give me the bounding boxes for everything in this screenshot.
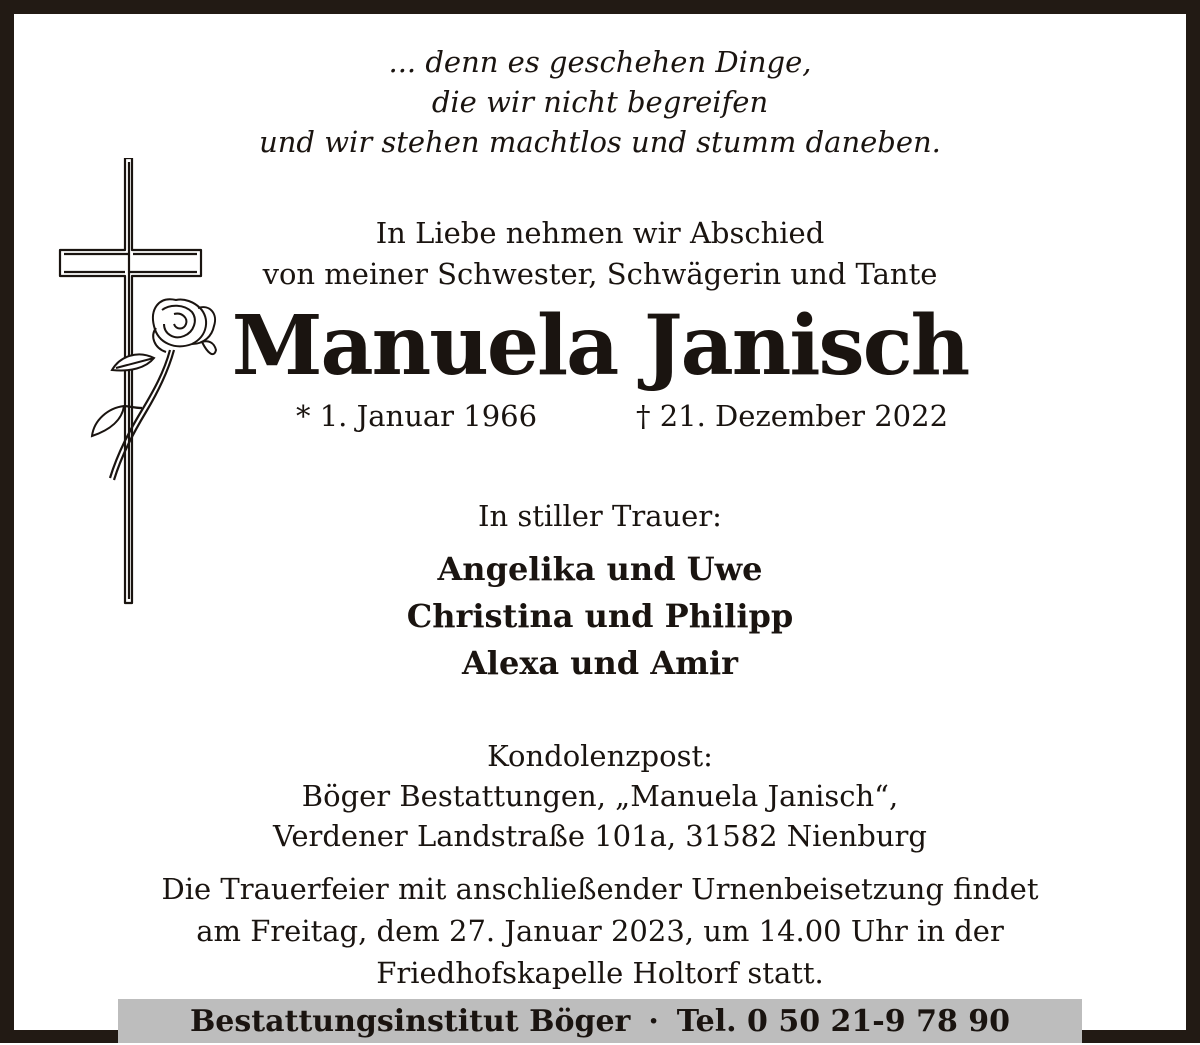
funeral-service-info <box>0 868 1200 994</box>
service-line: am Freitag, dem 27. Januar 2023, um 14.00 Uhr in der <box>196 914 1004 948</box>
poem-line: und wir stehen machtlos und stumm daneben. <box>259 125 941 159</box>
service-line: Die Trauerfeier mit anschließender Urnenbeisetzung findet <box>161 872 1039 906</box>
condolence-line: Verdener Landstraße 101a, 31582 Nienburg <box>273 819 927 853</box>
mourner-name: Alexa und Amir <box>461 644 739 682</box>
poem-line: ... denn es geschehen Dinge, <box>388 45 812 79</box>
farewell-intro <box>0 213 1200 295</box>
footer-separator: · <box>648 1004 659 1039</box>
funeral-home-phone: Tel. 0 50 21-9 78 90 <box>676 1004 1011 1039</box>
funeral-home-footer <box>118 999 1082 1043</box>
mourner-name: Christina und Philipp <box>406 597 794 635</box>
deceased-name: Manuela Janisch <box>231 298 969 394</box>
condolence-line: Böger Bestattungen, „Manuela Janisch“, <box>301 779 899 813</box>
condolence-address <box>0 736 1200 856</box>
border-bottom-left <box>0 1030 118 1043</box>
mourning-heading: In stiller Trauer: <box>478 499 722 533</box>
birth-date: * 1. Januar 1966 <box>296 399 538 433</box>
intro-line: von meiner Schwester, Schwägerin und Tante <box>262 257 938 291</box>
poem-verse <box>0 42 1200 162</box>
intro-line: In Liebe nehmen wir Abschied <box>375 216 825 250</box>
mourners-list <box>0 546 1200 687</box>
funeral-home-name: Bestattungsinstitut Böger <box>189 1004 631 1039</box>
poem-line: die wir nicht begreifen <box>431 85 769 119</box>
service-line: Friedhofskapelle Holtorf statt. <box>376 956 824 990</box>
mourner-name: Angelika und Uwe <box>437 550 763 588</box>
death-date: † 21. Dezember 2022 <box>636 399 949 433</box>
condolence-line: Kondolenzpost: <box>487 739 713 773</box>
border-bottom-right <box>1082 1030 1200 1043</box>
